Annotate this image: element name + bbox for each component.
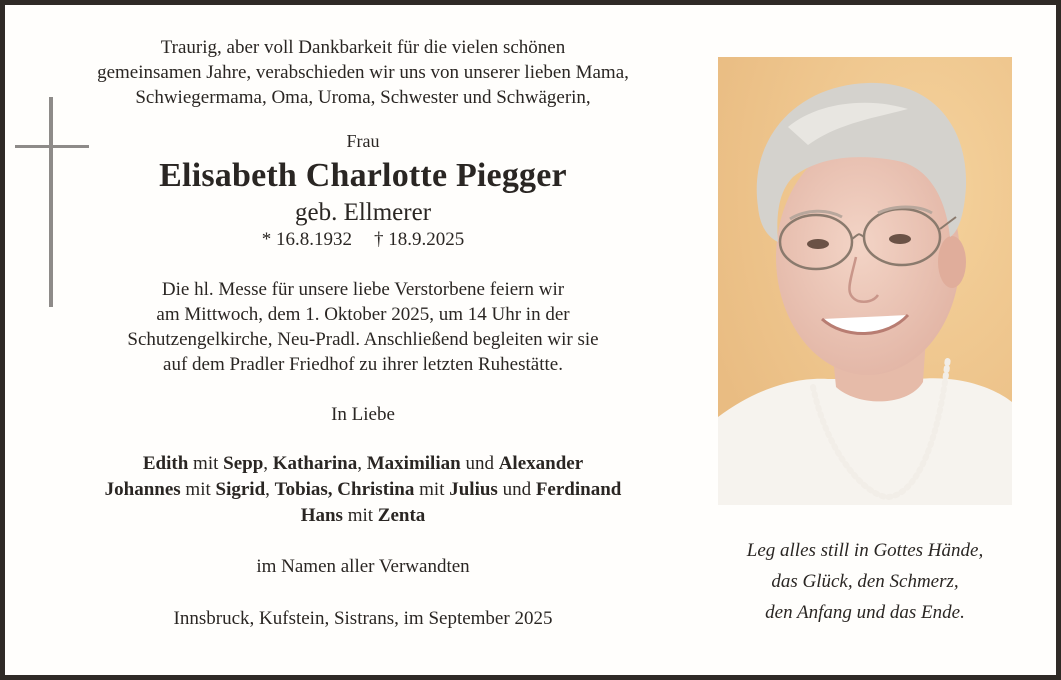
in-love-text: In Liebe [331, 404, 395, 425]
deceased-name: Elisabeth Charlotte Piegger [159, 157, 567, 194]
mass-line: am Mittwoch, dem 1. Oktober 2025, um 14 Uhr in der [156, 304, 570, 325]
birth-date: * 16.8.1932 [261, 229, 352, 250]
mourner-name: Sigrid [215, 479, 266, 500]
mourner-name: Edith [142, 453, 189, 474]
verse-line: das Glück, den Schmerz, [771, 571, 959, 592]
mourner-name: Ferdinand [535, 479, 622, 500]
obituary-text [45, 35, 681, 631]
mourner-name: Zenta [377, 505, 426, 526]
birth-name: geb. Ellmerer [294, 199, 432, 226]
mass-line: auf dem Pradler Friedhof zu ihrer letzten Ruhestätte. [163, 354, 563, 375]
mourners-line: Hans mit Zenta [300, 505, 426, 526]
mourner-name: Maximilian [366, 453, 461, 474]
verse-line: den Anfang und das Ende. [765, 602, 965, 623]
portrait-illustration [718, 57, 1012, 505]
intro-line: gemeinsamen Jahre, verabschieden wir uns von unserer lieben Mama, [97, 62, 629, 83]
mourners-line: Edith mit Sepp, Katharina, Maximilian und Alexander [142, 453, 584, 474]
mass-line: Die hl. Messe für unsere liebe Verstorbene feiern wir [161, 279, 565, 300]
mourner-name: Julius [449, 479, 498, 500]
mourner-name: Alexander [498, 453, 584, 474]
mourner-name: Katharina [272, 453, 358, 474]
mourner-name: Tobias, Christina [274, 479, 415, 500]
portrait-photo [718, 57, 1012, 505]
mourner-name: Sepp [223, 453, 264, 474]
mourners-list [45, 451, 681, 529]
mourner-name: Hans [300, 505, 343, 526]
intro-line: Schwiegermama, Oma, Uroma, Schwester und Schwägerin, [135, 87, 591, 108]
life-dates [45, 228, 681, 252]
on-behalf-text: im Namen aller Verwandten [256, 556, 470, 577]
mourners-line: Johannes mit Sigrid, Tobias, Christina mit Julius und Ferdinand [104, 479, 622, 500]
verse [718, 535, 1012, 628]
place-and-date: Innsbruck, Kufstein, Sistrans, im September 2025 [173, 608, 553, 629]
intro-text [45, 35, 681, 110]
mourner-name: Johannes [104, 479, 181, 500]
intro-line: Traurig, aber voll Dankbarkeit für die vielen schönen [160, 37, 566, 58]
mass-announcement [45, 277, 681, 377]
salutation: Frau [346, 131, 380, 151]
verse-line: Leg alles still in Gottes Hände, [746, 540, 984, 561]
death-date: † 18.9.2025 [374, 229, 465, 250]
mass-line: Schutzengelkirche, Neu-Pradl. Anschließend begleiten wir sie [127, 329, 599, 350]
